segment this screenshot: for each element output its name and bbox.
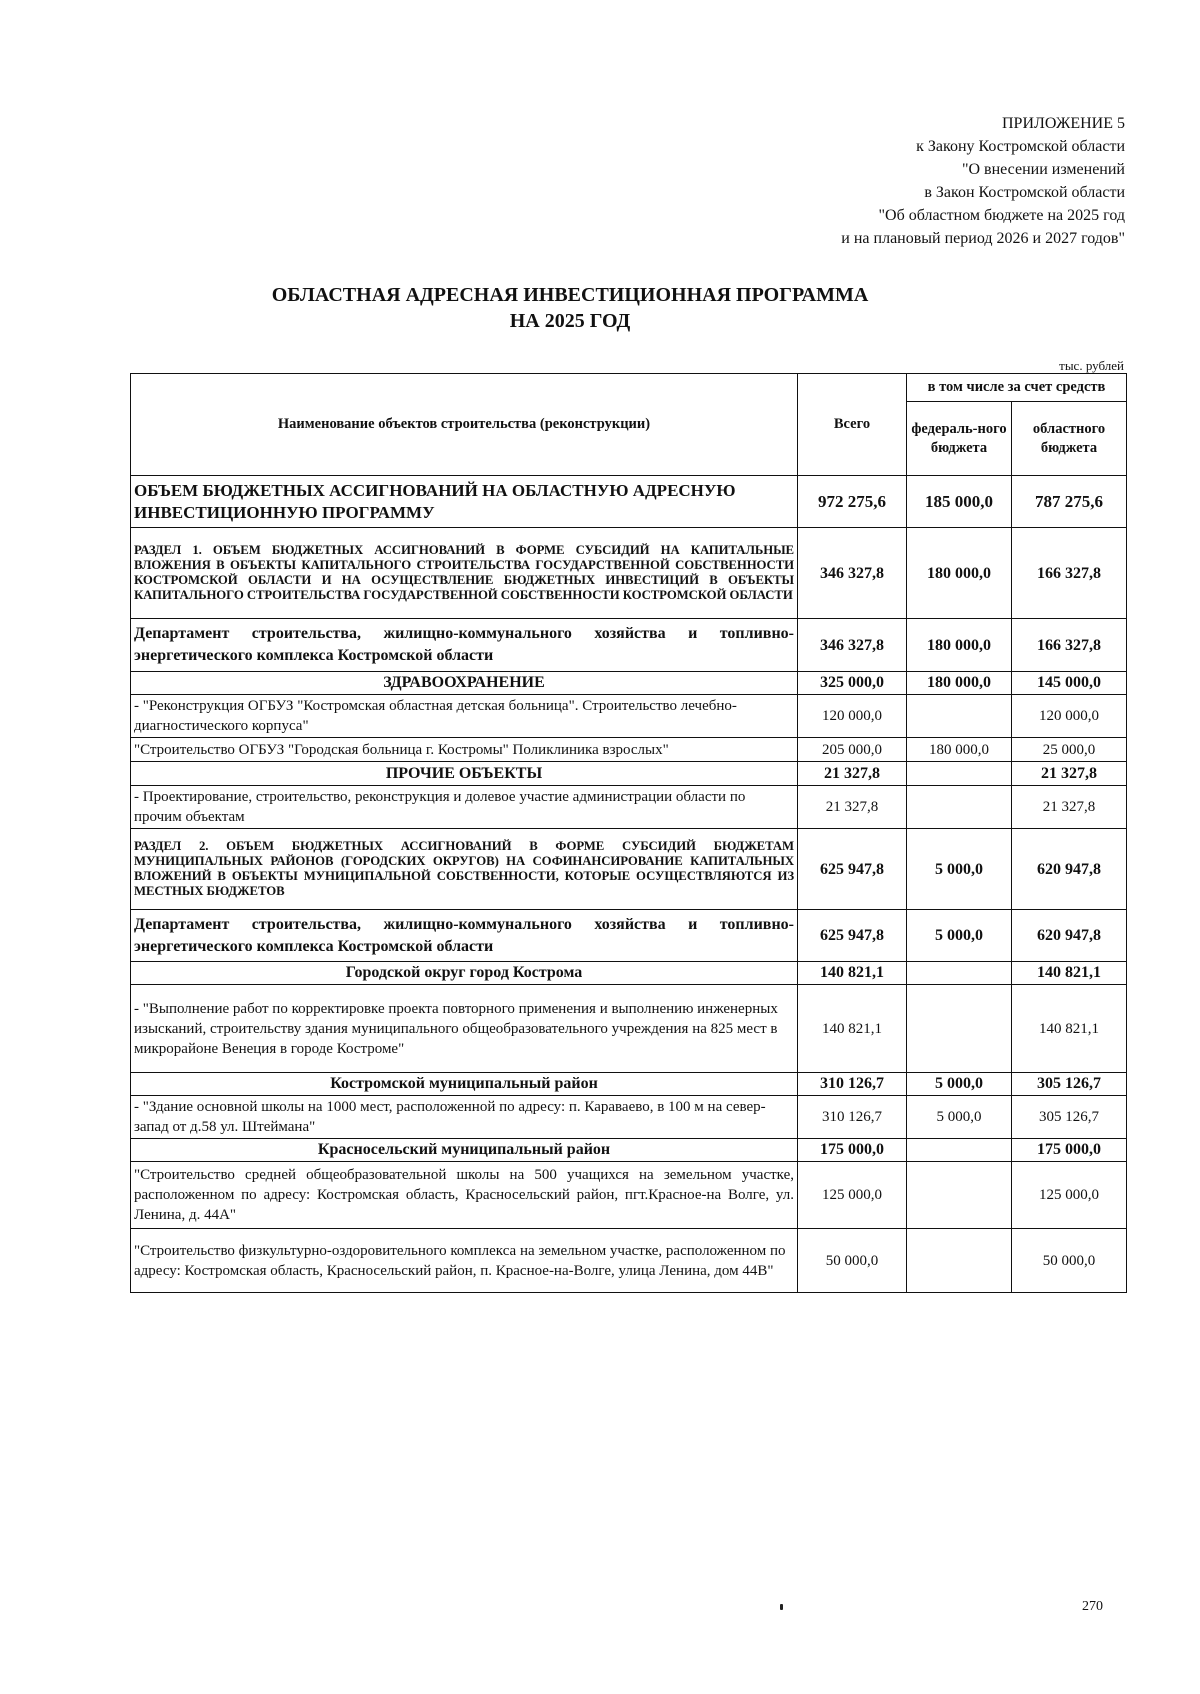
page-number: 270: [1082, 1599, 1103, 1614]
table-row: [131, 528, 1127, 619]
row-regional-cell: 125 000,0: [1012, 1162, 1127, 1229]
row-name-cell: ОБЪЕМ БЮДЖЕТНЫХ АССИГНОВАНИЙ НА ОБЛАСТНУЮ АДРЕСНУЮ ИНВЕСТИЦИОННУЮ ПРОГРАММУ: [131, 476, 798, 528]
row-name-cell: Департамент строительства, жилищно-коммунального хозяйства и топливно-энергетического комплекса Костромской области: [131, 619, 798, 672]
table-row: [131, 1162, 1127, 1229]
row-name-cell: ЗДРАВООХРАНЕНИЕ: [131, 672, 798, 695]
appendix-header: [605, 112, 1125, 250]
row-regional-cell: 166 327,8: [1012, 619, 1127, 672]
row-total-cell: 325 000,0: [798, 672, 907, 695]
appendix-line: "О внесении изменений: [961, 161, 1125, 178]
row-name-cell: - Проектирование, строительство, реконструкция и долевое участие администрации области по прочим объектам: [131, 786, 798, 829]
row-total-cell: 346 327,8: [798, 528, 907, 619]
row-name-cell: Красносельский муниципальный район: [131, 1139, 798, 1162]
row-regional-cell: 305 126,7: [1012, 1096, 1127, 1139]
row-total-cell: 140 821,1: [798, 985, 907, 1073]
row-total-cell: 140 821,1: [798, 962, 907, 985]
row-total-cell: 625 947,8: [798, 910, 907, 962]
row-name-cell: РАЗДЕЛ 1. ОБЪЕМ БЮДЖЕТНЫХ АССИГНОВАНИЙ В ФОРМЕ СУБСИДИЙ НА КАПИТАЛЬНЫЕ ВЛОЖЕНИЯ В ОБЪЕКТЫ КАПИТАЛЬНОГО СТРОИТЕЛЬСТВА ГОСУДАРСТВЕННОЙ СОБСТВЕННОСТИ КОСТРОМСКОЙ ОБЛАСТИ И НА ОСУЩЕСТВЛЕНИЕ БЮДЖЕТНЫХ ИНВЕСТИЦИЙ В ОБЪЕКТЫ КАПИТАЛЬНОГО СТРОИТЕЛЬСТВА ГОСУДАРСТВЕННОЙ СОБСТВЕННОСТИ КОСТРОМСКОЙ ОБЛАСТИ: [131, 528, 798, 619]
row-total-cell: 50 000,0: [798, 1229, 907, 1293]
table-row: [131, 1096, 1127, 1139]
appendix-line: в Закон Костромской области: [924, 184, 1125, 201]
row-federal-cell: [907, 762, 1012, 786]
table-row: [131, 786, 1127, 829]
row-total-cell: 21 327,8: [798, 786, 907, 829]
row-name-cell: Костромской муниципальный район: [131, 1073, 798, 1096]
table-row: [131, 738, 1127, 762]
row-total-cell: 21 327,8: [798, 762, 907, 786]
row-regional-cell: 166 327,8: [1012, 528, 1127, 619]
table-row: [131, 476, 1127, 528]
table-row: [131, 672, 1127, 695]
row-federal-cell: [907, 786, 1012, 829]
appendix-line: ПРИЛОЖЕНИЕ 5: [1001, 115, 1125, 132]
header-federal: федераль-ного бюджета: [907, 402, 1012, 476]
table-body: [131, 476, 1127, 1293]
row-regional-cell: 175 000,0: [1012, 1139, 1127, 1162]
row-federal-cell: 5 000,0: [907, 1073, 1012, 1096]
row-federal-cell: 180 000,0: [907, 672, 1012, 695]
row-name-cell: "Строительство ОГБУЗ "Городская больница г. Костромы" Поликлиника взрослых": [131, 738, 798, 762]
row-regional-cell: 787 275,6: [1012, 476, 1127, 528]
row-federal-cell: [907, 1229, 1012, 1293]
table-row: [131, 762, 1127, 786]
row-federal-cell: 180 000,0: [907, 619, 1012, 672]
row-federal-cell: 5 000,0: [907, 829, 1012, 910]
row-total-cell: 972 275,6: [798, 476, 907, 528]
row-name-cell: Городской округ город Кострома: [131, 962, 798, 985]
row-federal-cell: 180 000,0: [907, 528, 1012, 619]
table-row: [131, 910, 1127, 962]
row-federal-cell: 180 000,0: [907, 738, 1012, 762]
row-regional-cell: 120 000,0: [1012, 695, 1127, 738]
row-regional-cell: 145 000,0: [1012, 672, 1127, 695]
row-federal-cell: [907, 695, 1012, 738]
row-name-cell: ПРОЧИЕ ОБЪЕКТЫ: [131, 762, 798, 786]
row-name-cell: - "Реконструкция ОГБУЗ "Костромская областная детская больница". Строительство лечебно-диагностического корпуса": [131, 695, 798, 738]
scan-mark: [780, 1604, 783, 1610]
row-regional-cell: 140 821,1: [1012, 985, 1127, 1073]
appendix-line: к Закону Костромской области: [916, 138, 1125, 155]
row-total-cell: 175 000,0: [798, 1139, 907, 1162]
appendix-line: и на плановый период 2026 и 2027 годов": [841, 230, 1125, 247]
appendix-line: "Об областном бюджете на 2025 год: [878, 207, 1125, 224]
row-regional-cell: 620 947,8: [1012, 910, 1127, 962]
table-row: [131, 1139, 1127, 1162]
row-federal-cell: 5 000,0: [907, 910, 1012, 962]
row-regional-cell: 50 000,0: [1012, 1229, 1127, 1293]
row-regional-cell: 21 327,8: [1012, 786, 1127, 829]
header-name: Наименование объектов строительства (реконструкции): [131, 374, 798, 476]
title-line-1: ОБЛАСТНАЯ АДРЕСНАЯ ИНВЕСТИЦИОННАЯ ПРОГРАММА: [271, 284, 869, 306]
row-name-cell: - "Здание основной школы на 1000 мест, расположенной по адресу: п. Караваево, в 100 м на север-запад от д.58 ул. Штеймана": [131, 1096, 798, 1139]
row-federal-cell: [907, 985, 1012, 1073]
header-including: в том числе за счет средств: [907, 374, 1127, 402]
row-federal-cell: [907, 1162, 1012, 1229]
table-row: [131, 1229, 1127, 1293]
investment-program-table: [130, 373, 1127, 1293]
row-name-cell: "Строительство средней общеобразовательной школы на 500 учащихся на земельном участке, расположенном по адресу: Костромская область, Красносельский район, пгт.Красное-на Волге, ул. Ленина, д. 44А": [131, 1162, 798, 1229]
title-line-2: НА 2025 ГОД: [509, 310, 631, 332]
row-total-cell: 310 126,7: [798, 1096, 907, 1139]
table-row: [131, 829, 1127, 910]
row-regional-cell: 620 947,8: [1012, 829, 1127, 910]
table-row: [131, 962, 1127, 985]
row-regional-cell: 25 000,0: [1012, 738, 1127, 762]
row-name-cell: РАЗДЕЛ 2. ОБЪЕМ БЮДЖЕТНЫХ АССИГНОВАНИЙ В ФОРМЕ СУБСИДИЙ БЮДЖЕТАМ МУНИЦИПАЛЬНЫХ РАЙОНОВ (ГОРОДСКИХ ОКРУГОВ) НА СОФИНАНСИРОВАНИЕ КАПИТАЛЬНЫХ ВЛОЖЕНИЙ В ОБЪЕКТЫ МУНИЦИПАЛЬНОЙ СОБСТВЕННОСТИ, КОТОРЫЕ ОСУЩЕСТВЛЯЮТСЯ ИЗ МЕСТНЫХ БЮДЖЕТОВ: [131, 829, 798, 910]
table-row: [131, 1073, 1127, 1096]
table-row: [131, 695, 1127, 738]
row-federal-cell: [907, 962, 1012, 985]
row-name-cell: "Строительство физкультурно-оздоровительного комплекса на земельном участке, расположенном по адресу: Костромская область, Красносельский район, п. Красное-на-Волге, улица Ленина, дом 44В": [131, 1229, 798, 1293]
row-total-cell: 310 126,7: [798, 1073, 907, 1096]
row-total-cell: 125 000,0: [798, 1162, 907, 1229]
row-total-cell: 625 947,8: [798, 829, 907, 910]
row-federal-cell: 5 000,0: [907, 1096, 1012, 1139]
row-name-cell: Департамент строительства, жилищно-коммунального хозяйства и топливно-энергетического комплекса Костромской области: [131, 910, 798, 962]
header-regional: областного бюджета: [1012, 402, 1127, 476]
table-row: [131, 985, 1127, 1073]
row-federal-cell: 185 000,0: [907, 476, 1012, 528]
header-total: Всего: [798, 374, 907, 476]
row-total-cell: 205 000,0: [798, 738, 907, 762]
row-total-cell: 120 000,0: [798, 695, 907, 738]
row-regional-cell: 21 327,8: [1012, 762, 1127, 786]
row-federal-cell: [907, 1139, 1012, 1162]
row-regional-cell: 305 126,7: [1012, 1073, 1127, 1096]
table-row: [131, 619, 1127, 672]
row-name-cell: - "Выполнение работ по корректировке проекта повторного применения и выполнению инженерных изысканий, строительству здания муниципального общеобразовательного учреждения на 825 мест в микрорайоне Венеция в городе Костроме": [131, 985, 798, 1073]
row-regional-cell: 140 821,1: [1012, 962, 1127, 985]
document-title: [120, 282, 1020, 334]
units-label: тыс. рублей: [1059, 358, 1124, 373]
row-total-cell: 346 327,8: [798, 619, 907, 672]
